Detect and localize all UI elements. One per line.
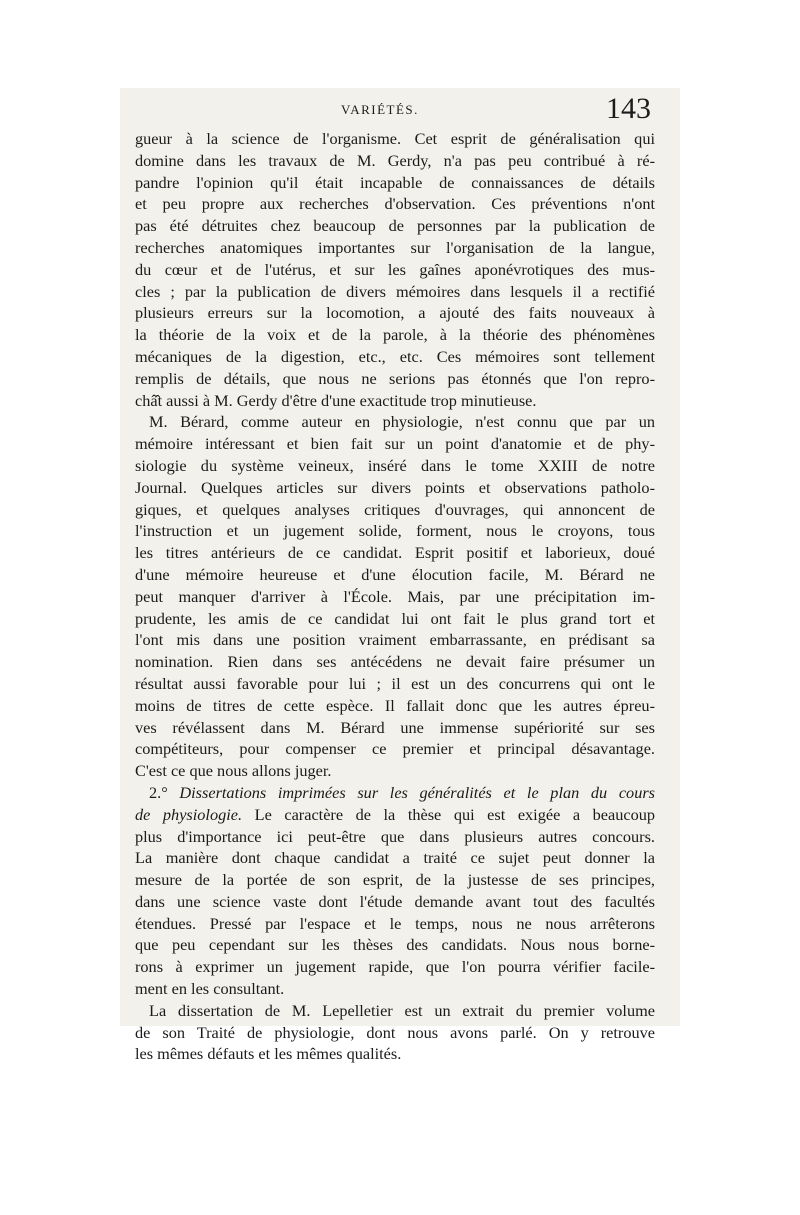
text-line: châ̂t aussi à M. Gerdy d'être d'une exactitude trop minutieuse. [135,390,537,410]
text-line: ment en les consultant. [135,979,285,999]
text-line: Journal. Quelques articles sur divers points et observations patholo- [135,477,655,497]
text-line: étendues. Pressé par l'espace et le temps, nous ne nous arrêterons [135,913,655,933]
page-header [135,92,655,130]
section-number: 2.° [149,782,168,802]
text-line: la théorie de la voix et de la parole, à la théorie des phénomènes [135,325,655,345]
text-line: les mêmes défauts et les mêmes qualités. [135,1044,402,1064]
text-line: prudente, les amis de ce candidat lui ont fait le plus grand tort et [135,608,655,628]
text-line: l'ont mis dans une position vraiment embarrassante, en prédisant sa [135,630,655,650]
text-run: Le caractère de la thèse qui est exigée a beaucoup [254,804,656,824]
body-text [135,128,655,1065]
text-line: cles ; par la publication de divers mémoires dans lesquels il a rectifié [135,281,655,301]
running-head: VARIÉTÉS. [341,102,419,117]
text-line: mémoire intéressant et bien fait sur un point d'anatomie et de phy- [135,434,655,454]
text-line [135,804,655,826]
text-line: du cœur et de l'utérus, et sur les gaînes aponévrotiques des mus- [135,259,655,279]
section-heading-continued: de physiologie. [135,804,243,824]
text-line: de son Traité de physiologie, dont nous avons parlé. On y retrouve [135,1022,655,1042]
text-line: les titres antérieurs de ce candidat. Esprit positif et laborieux, doué [135,543,655,563]
text-line [135,782,655,804]
text-line: mesure de la portée de son esprit, de la justesse de ses principes, [135,870,655,890]
text-line: dans une science vaste dont l'étude demande avant tout des facultés [135,891,655,911]
text-line: La dissertation de M. Lepelletier est un extrait du premier volume [149,1000,655,1020]
text-line: C'est ce que nous allons juger. [135,761,332,781]
text-line: peut manquer d'arriver à l'École. Mais, par une précipitation im- [135,586,655,606]
text-line: et peu propre aux recherches d'observation. Ces préventions n'ont [135,194,655,214]
text-line: mécaniques de la digestion, etc., etc. Ces mémoires sont tellement [135,346,655,366]
text-line: moins de titres de cette espèce. Il fallait donc que les autres épreu- [135,695,655,715]
paragraph-berard [135,411,655,782]
text-line: domine dans les travaux de M. Gerdy, n'a pas peu contribué à ré- [135,150,655,170]
paragraph-gerdy [135,128,655,411]
section-heading: Dissertations imprimées sur les généralités et le plan du cours [179,782,656,802]
text-line: La manière dont chaque candidat a traité ce sujet peut donner la [135,848,655,868]
text-line: nomination. Rien dans ses antécédens ne devait faire présumer un [135,652,655,672]
text-line: siologie du système veineux, inséré dans le tome XXIII de notre [135,455,655,475]
page-number: 143 [606,92,651,125]
text-line: l'instruction et un jugement solide, forment, nous le croyons, tous [135,521,655,541]
paragraph-dissertations [135,782,655,1000]
text-line: rons à exprimer un jugement rapide, que l'on pourra vérifier facile- [135,957,655,977]
text-line: recherches anatomiques importantes sur l'organisation de la langue, [135,237,655,257]
text-line: pandre l'opinion qu'il était incapable de connaissances de détails [135,172,655,192]
text-line: M. Bérard, comme auteur en physiologie, n'est connu que par un [149,412,655,432]
text-line: plus d'importance ici peut-être que dans plusieurs autres concours. [135,826,655,846]
paragraph-lepelletier [135,1000,655,1065]
text-line: d'une mémoire heureuse et d'une élocution facile, M. Bérard ne [135,564,655,584]
text-line: plusieurs erreurs sur la locomotion, a ajouté des faits nouveaux à [135,303,655,323]
text-line: ves révélassent dans M. Bérard une immense supériorité sur ses [135,717,655,737]
text-line: que peu cependant sur les thèses des candidats. Nous nous borne- [135,935,655,955]
text-line: pas été détruites chez beaucoup de personnes par la publication de [135,216,655,236]
text-line: giques, et quelques analyses critiques d'ouvrages, qui annoncent de [135,499,655,519]
text-line: compétiteurs, pour compenser ce premier et principal désavantage. [135,739,655,759]
text-line: remplis de détails, que nous ne serions pas étonnés que l'on repro- [135,368,655,388]
text-line: gueur à la science de l'organisme. Cet esprit de généralisation qui [135,129,655,148]
text-line: résultat aussi favorable pour lui ; il est un des concurrens qui ont le [135,673,655,693]
